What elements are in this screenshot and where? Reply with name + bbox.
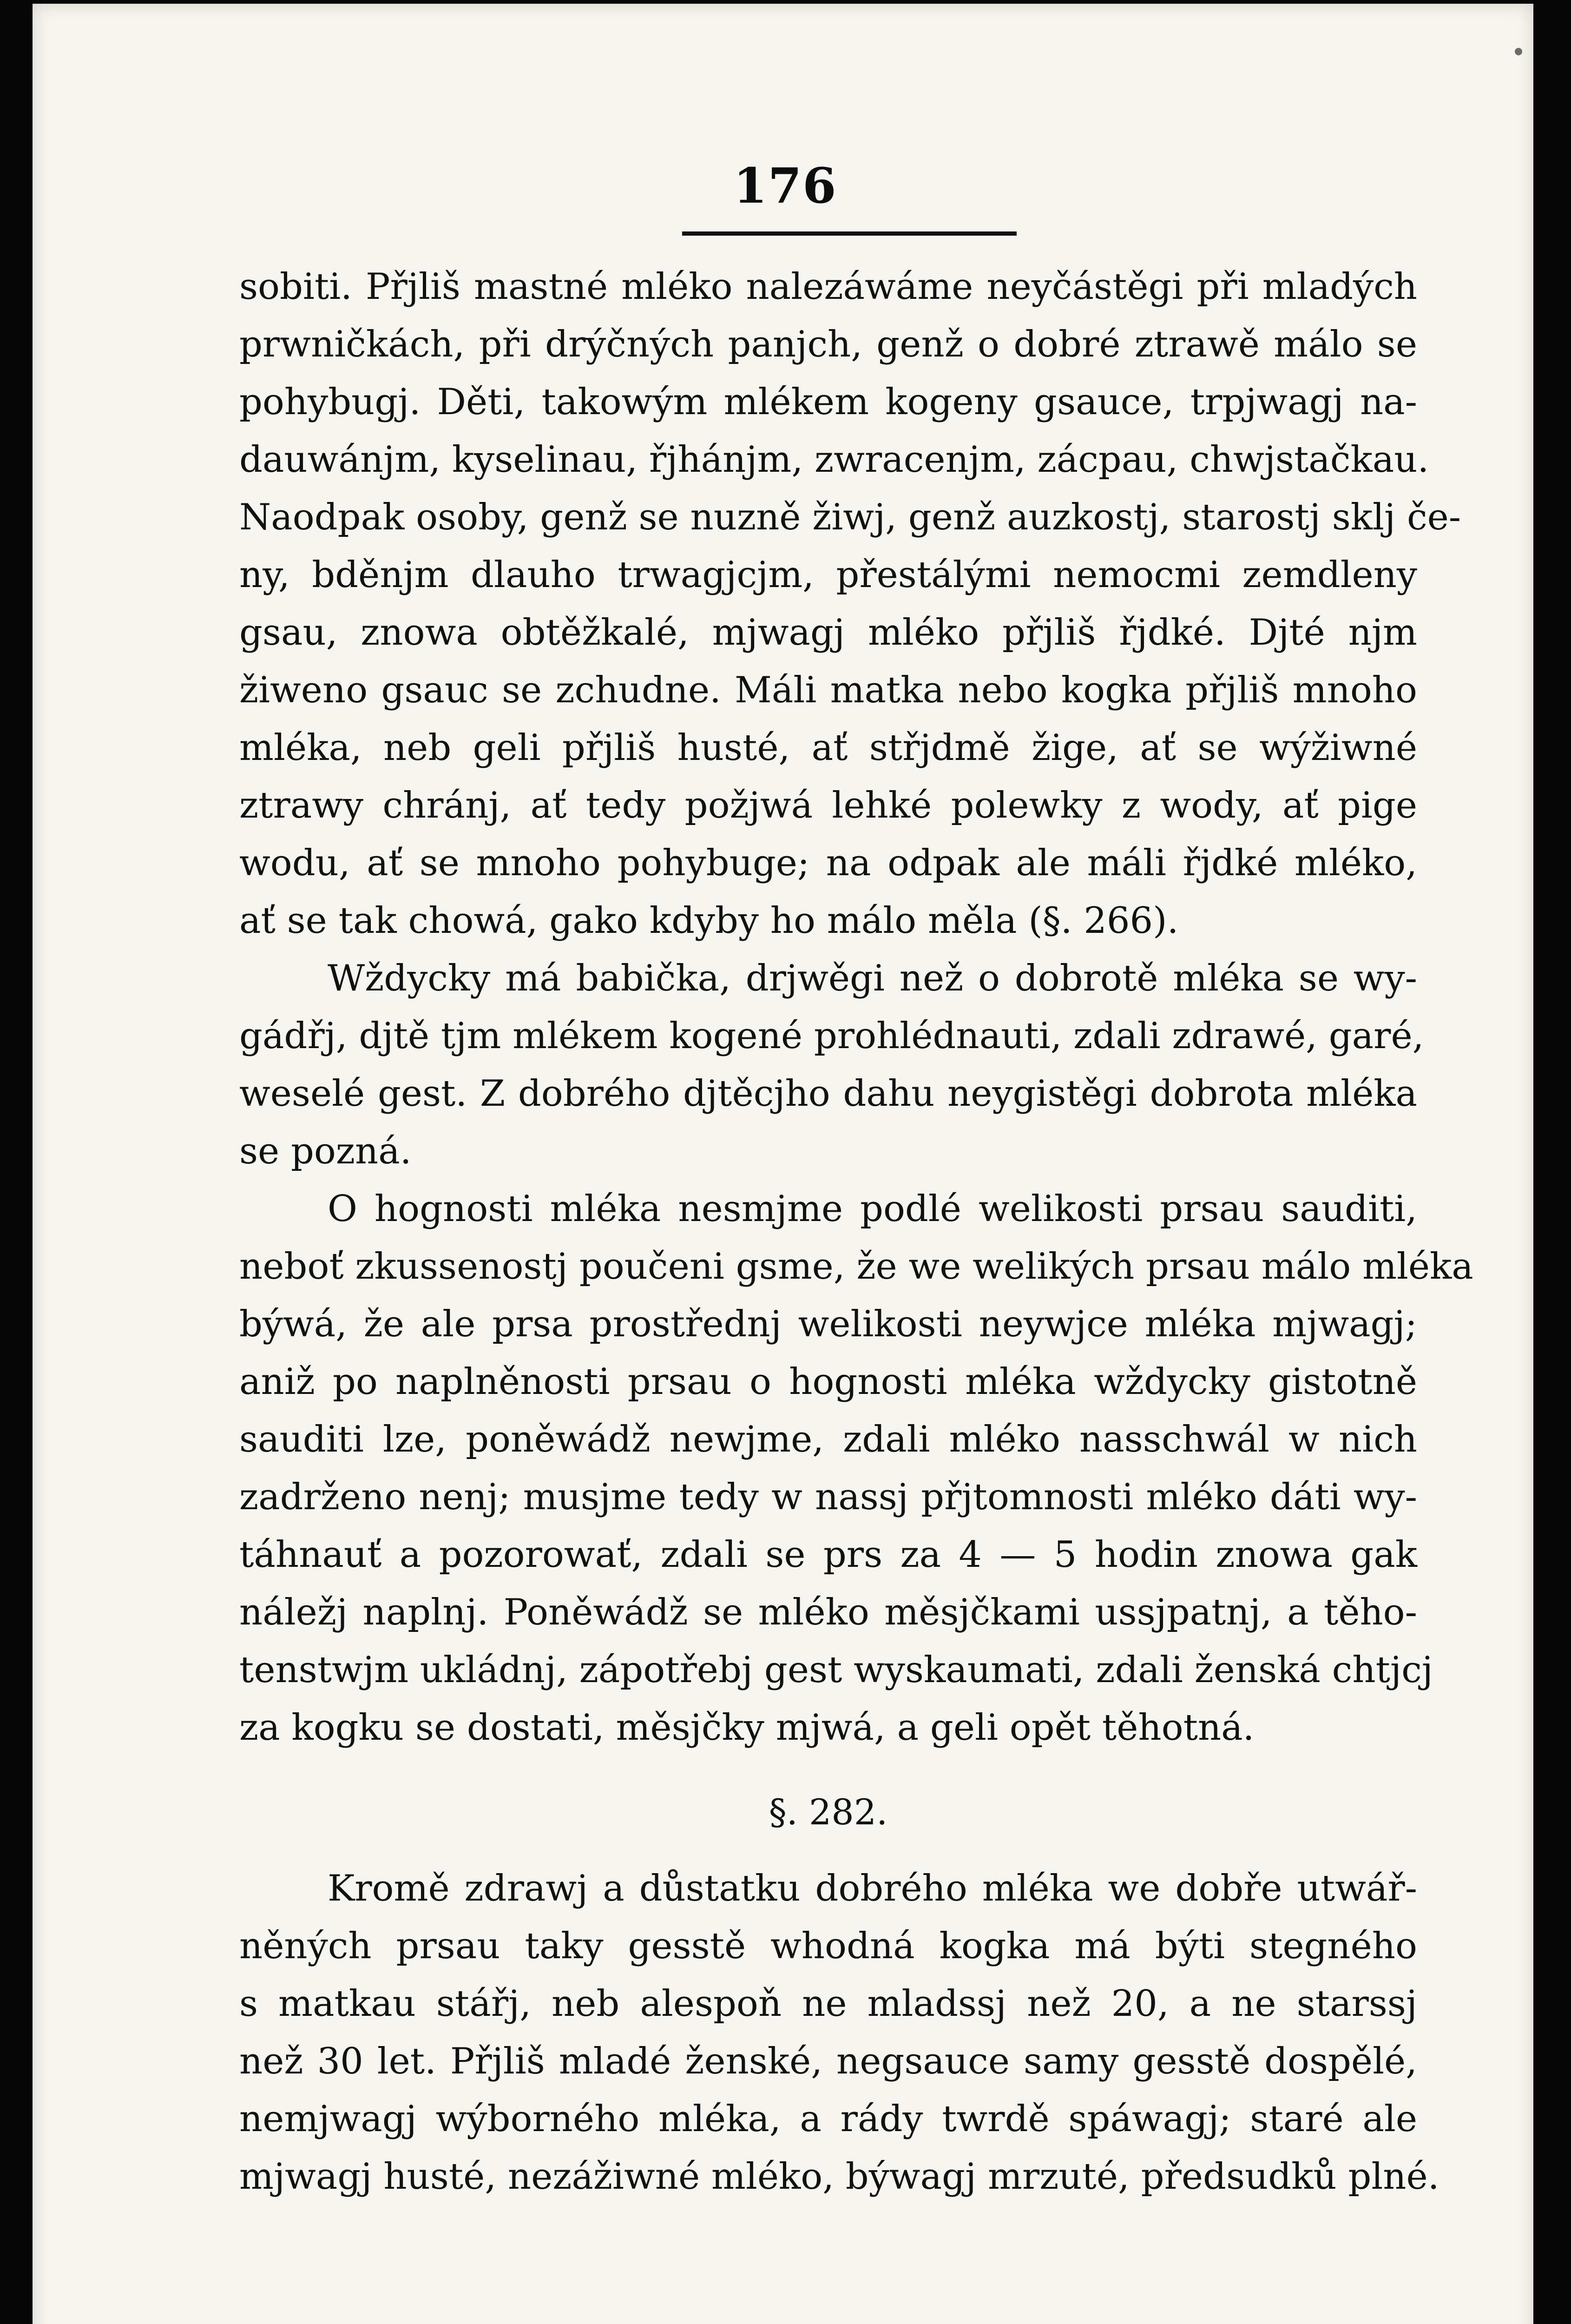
text-line: dauwánjm, kyselinau, řjhánjm, zwracenjm, zácpau, chwjstačkau. [239,439,1429,481]
text-line: náležj naplnj. Poněwádž se mléko měsjčkami ussjpatnj, a těho- [239,1591,1417,1633]
text-line: mléka, neb geli přjliš husté, ať střjdmě žige, ať se wýžiwné [239,727,1417,769]
text-line: nemjwagj wýborného mléka, a rády twrdě spáwagj; staré ale [239,2098,1417,2140]
text-line: gádřj, djtě tjm mlékem kogené prohlédnauti, zdali zdrawé, garé, [239,1015,1424,1057]
section-heading: §. 282. [769,1791,888,1833]
text-line: býwá, že ale prsa prostřednj welikosti neywjce mléka mjwagj; [239,1303,1417,1345]
text-line: žiweno gsauc se zchudne. Máli matka nebo kogka přjliš mnoho [239,669,1417,711]
header-rule [682,231,1017,236]
text-line: ny, bděnjm dlauho trwagjcjm, přestálými nemocmi zemdleny [239,554,1417,596]
text-line: táhnauť a pozorowať, zdali se prs za 4 — 5 hodin znowa gak [239,1534,1417,1576]
body-text [239,258,1473,2205]
text-line: Kromě zdrawj a důstatku dobrého mléka we dobře utwář- [328,1868,1417,1909]
text-line: wodu, ať se mnoho pohybuge; na odpak ale máli řjdké mléko, [239,842,1417,884]
scan-speck [1515,48,1522,55]
text-line: tenstwjm ukládnj, zápotřebj gest wyskaumati, zdali ženská chtjcj [239,1649,1433,1691]
text-line: sauditi lze, poněwádž newjme, zdali mléko nasschwál w nich [239,1419,1417,1460]
text-line: gsau, znowa obtěžkalé, mjwagj mléko přjliš řjdké. Djté njm [239,612,1417,654]
page-number: 176 [733,157,837,214]
text-line: s matkau stářj, neb alespoň ne mladssj než 20, a ne starssj [239,1983,1417,2025]
text-line: něných prsau taky gesstě whodná kogka má býti stegného [239,1925,1417,1967]
text-line: aniž po naplněnosti prsau o hognosti mléka wždycky gistotně [239,1361,1417,1403]
text-line: prwničkách, při drýčných panjch, genž o dobré ztrawě málo se [239,324,1417,365]
text-line: mjwagj husté, nezážiwné mléko, býwagj mrzuté, předsudků plné. [239,2156,1440,2198]
text-line: ať se tak chowá, gako kdyby ho málo měla (§. 266). [239,900,1179,942]
text-line: sobiti. Přjliš mastné mléko nalezáwáme neyčástěgi při mladých [239,266,1417,308]
text-line: se pozná. [239,1130,412,1172]
text-line: pohybugj. Děti, takowým mlékem kogeny gsauce, trpjwagj na- [239,381,1417,423]
text-line: weselé gest. Z dobrého djtěcjho dahu neygistěgi dobrota mléka [239,1073,1417,1115]
text-line: než 30 let. Přjliš mladé ženské, negsauce samy gesstě dospělé, [239,2040,1417,2082]
text-line: Naodpak osoby, genž se nuzně žiwj, genž auzkostj, starostj sklj če- [239,496,1461,538]
text-line: za kogku se dostati, měsjčky mjwá, a geli opět těhotná. [239,1707,1255,1749]
text-line: zadrženo nenj; musjme tedy w nassj přjtomnosti mléko dáti wy- [239,1476,1417,1518]
text-line: neboť zkussenostj poučeni gsme, že we welikých prsau málo mléka [239,1246,1473,1287]
text-line: Wždycky má babička, drjwěgi než o dobrotě mléka se wy- [328,957,1417,999]
text-line: O hognosti mléka nesmjme podlé welikosti prsau sauditi, [328,1188,1417,1230]
text-line: ztrawy chránj, ať tedy požjwá lehké polewky z wody, ať pige [239,785,1417,826]
